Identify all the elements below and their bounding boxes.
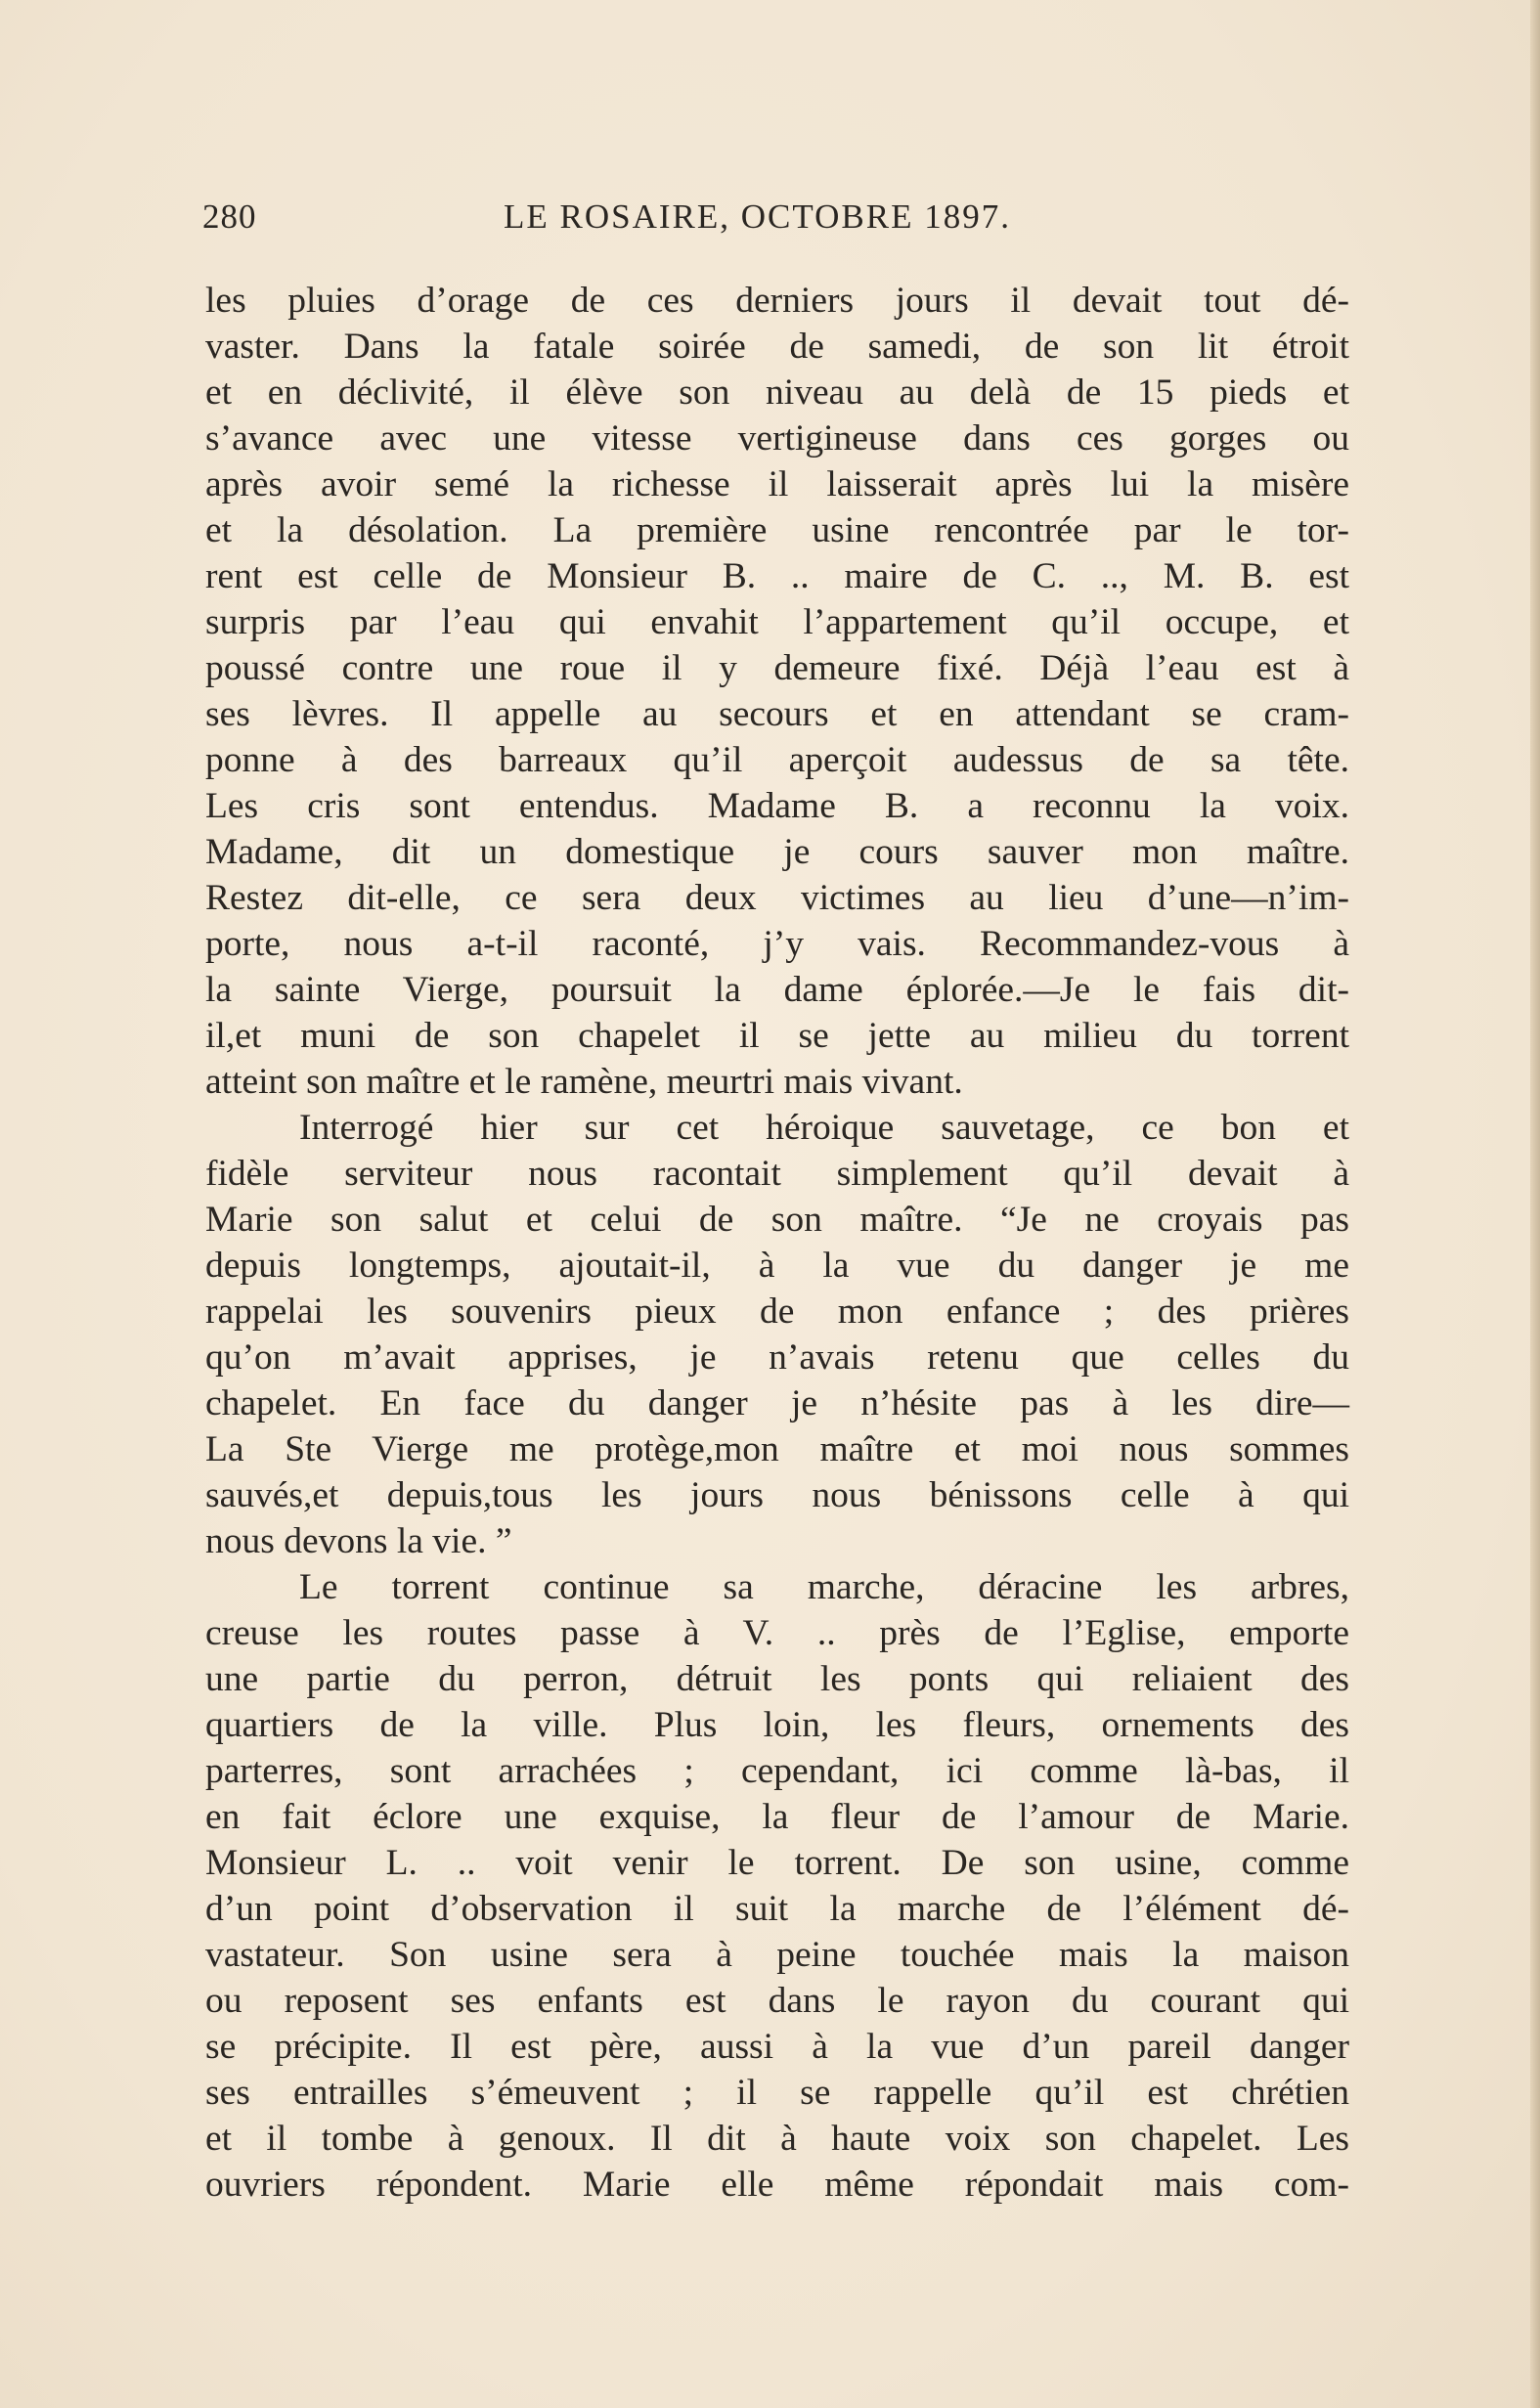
text-line: s’avance avec une vitesse vertigineuse dans ces gorges ou (205, 418, 1349, 459)
text-line: il,et muni de son chapelet il se jette au milieu du torrent (205, 1016, 1349, 1056)
text-line: Monsieur L. .. voit venir le torrent. De son usine, comme (205, 1843, 1349, 1883)
text-line: ses entrailles s’émeuvent ; il se rappelle qu’il est chrétien (205, 2073, 1349, 2113)
text-line: ses lèvres. Il appelle au secours et en attendant se cram- (205, 694, 1349, 734)
text-line: vaster. Dans la fatale soirée de samedi, de son lit étroit (205, 327, 1349, 367)
text-line: ouvriers répondent. Marie elle même répondait mais com- (205, 2165, 1349, 2205)
text-line: Le torrent continue sa marche, déracine les arbres, (299, 1567, 1349, 1607)
text-line: poussé contre une roue il y demeure fixé. Déjà l’eau est à (205, 648, 1349, 688)
text-line: fidèle serviteur nous racontait simplement qu’il devait à (205, 1154, 1349, 1194)
running-title: LE ROSAIRE, OCTOBRE 1897. (504, 197, 1011, 236)
text-line: après avoir semé la richesse il laisserait après lui la misère (205, 464, 1349, 504)
text-line: la sainte Vierge, poursuit la dame éplorée.—Je le fais dit- (205, 970, 1349, 1010)
text-line: en fait éclore une exquise, la fleur de l’amour de Marie. (205, 1797, 1349, 1837)
text-line: atteint son maître et le ramène, meurtri mais vivant. (205, 1062, 963, 1102)
text-line: depuis longtemps, ajoutait-il, à la vue du danger je me (205, 1246, 1349, 1286)
text-line: Interrogé hier sur cet héroique sauvetage, ce bon et (299, 1108, 1349, 1148)
text-line: Marie son salut et celui de son maître. “Je ne croyais pas (205, 1200, 1349, 1240)
text-line: ponne à des barreaux qu’il aperçoit audessus de sa tête. (205, 740, 1349, 780)
text-line: une partie du perron, détruit les ponts qui reliaient des (205, 1659, 1349, 1699)
text-line: surpris par l’eau qui envahit l’appartement qu’il occupe, et (205, 602, 1349, 642)
text-line: qu’on m’avait apprises, je n’avais retenu que celles du (205, 1337, 1349, 1378)
text-line: sauvés,et depuis,tous les jours nous bénissons celle à qui (205, 1475, 1349, 1515)
text-line: La Ste Vierge me protège,mon maître et moi nous sommes (205, 1429, 1349, 1469)
text-line: chapelet. En face du danger je n’hésite pas à les dire— (205, 1383, 1349, 1423)
text-line: vastateur. Son usine sera à peine touchée mais la maison (205, 1935, 1349, 1975)
text-line: et la désolation. La première usine rencontrée par le tor- (205, 510, 1349, 550)
text-line: Restez dit-elle, ce sera deux victimes au lieu d’une—n’im- (205, 878, 1349, 918)
text-line: Madame, dit un domestique je cours sauver mon maître. (205, 832, 1349, 872)
text-line: et en déclivité, il élève son niveau au delà de 15 pieds et (205, 372, 1349, 413)
text-line: se précipite. Il est père, aussi à la vue d’un pareil danger (205, 2027, 1349, 2067)
page-number: 280 (202, 197, 257, 236)
page-edge (1530, 0, 1540, 2408)
text-line: porte, nous a-t-il raconté, j’y vais. Recommandez-vous à (205, 924, 1349, 964)
text-line: ou reposent ses enfants est dans le rayon du courant qui (205, 1981, 1349, 2021)
text-line: d’un point d’observation il suit la marche de l’élément dé- (205, 1889, 1349, 1929)
text-line: rent est celle de Monsieur B. .. maire de C. .., M. B. est (205, 556, 1349, 596)
body-text (205, 278, 1349, 2208)
text-line: creuse les routes passe à V. .. près de l’Eglise, emporte (205, 1613, 1349, 1653)
text-line: rappelai les souvenirs pieux de mon enfance ; des prières (205, 1292, 1349, 1332)
text-line: quartiers de la ville. Plus loin, les fleurs, ornements des (205, 1705, 1349, 1745)
text-line: les pluies d’orage de ces derniers jours il devait tout dé- (205, 281, 1349, 321)
text-line: Les cris sont entendus. Madame B. a reconnu la voix. (205, 786, 1349, 826)
text-line: nous devons la vie. ” (205, 1521, 512, 1561)
text-line: parterres, sont arrachées ; cependant, ici comme là-bas, il (205, 1751, 1349, 1791)
text-line: et il tombe à genoux. Il dit à haute voix son chapelet. Les (205, 2119, 1349, 2159)
page-header (202, 197, 1356, 256)
